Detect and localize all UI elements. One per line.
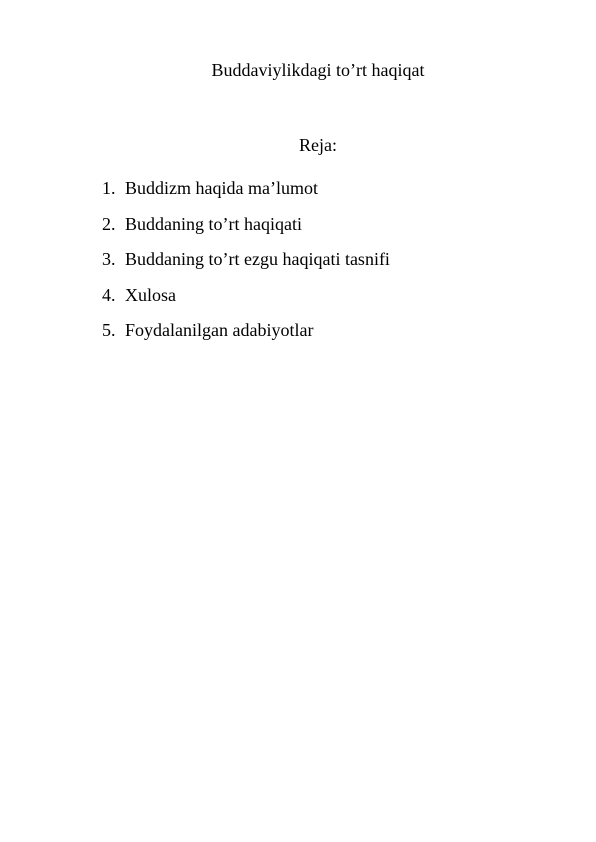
plan-item-4: [102, 283, 390, 319]
plan-item-text: Xulosa: [125, 284, 176, 305]
plan-item-number: 1.: [102, 178, 116, 198]
plan-item-text: Buddaning to’rt ezgu haqiqati tasnifi: [125, 249, 390, 269]
plan-item-text: Buddizm haqida ma’lumot: [125, 178, 318, 198]
plan-item-number: 4.: [102, 284, 116, 305]
plan-item-3: [102, 247, 390, 283]
plan-list: [102, 176, 390, 354]
plan-item-number: 5.: [102, 320, 116, 340]
plan-item-text: Buddaning to’rt haqiqati: [125, 213, 302, 234]
plan-item-5: [102, 318, 390, 354]
plan-item-number: 3.: [102, 249, 116, 269]
plan-item-number: 2.: [102, 213, 116, 234]
plan-item-2: [102, 212, 390, 248]
document-title: Buddaviylikdagi to’rt haqiqat: [211, 60, 425, 80]
plan-item-text: Foydalanilgan adabiyotlar: [125, 320, 314, 340]
plan-heading: Reja:: [299, 135, 337, 155]
plan-item-1: [102, 176, 390, 212]
